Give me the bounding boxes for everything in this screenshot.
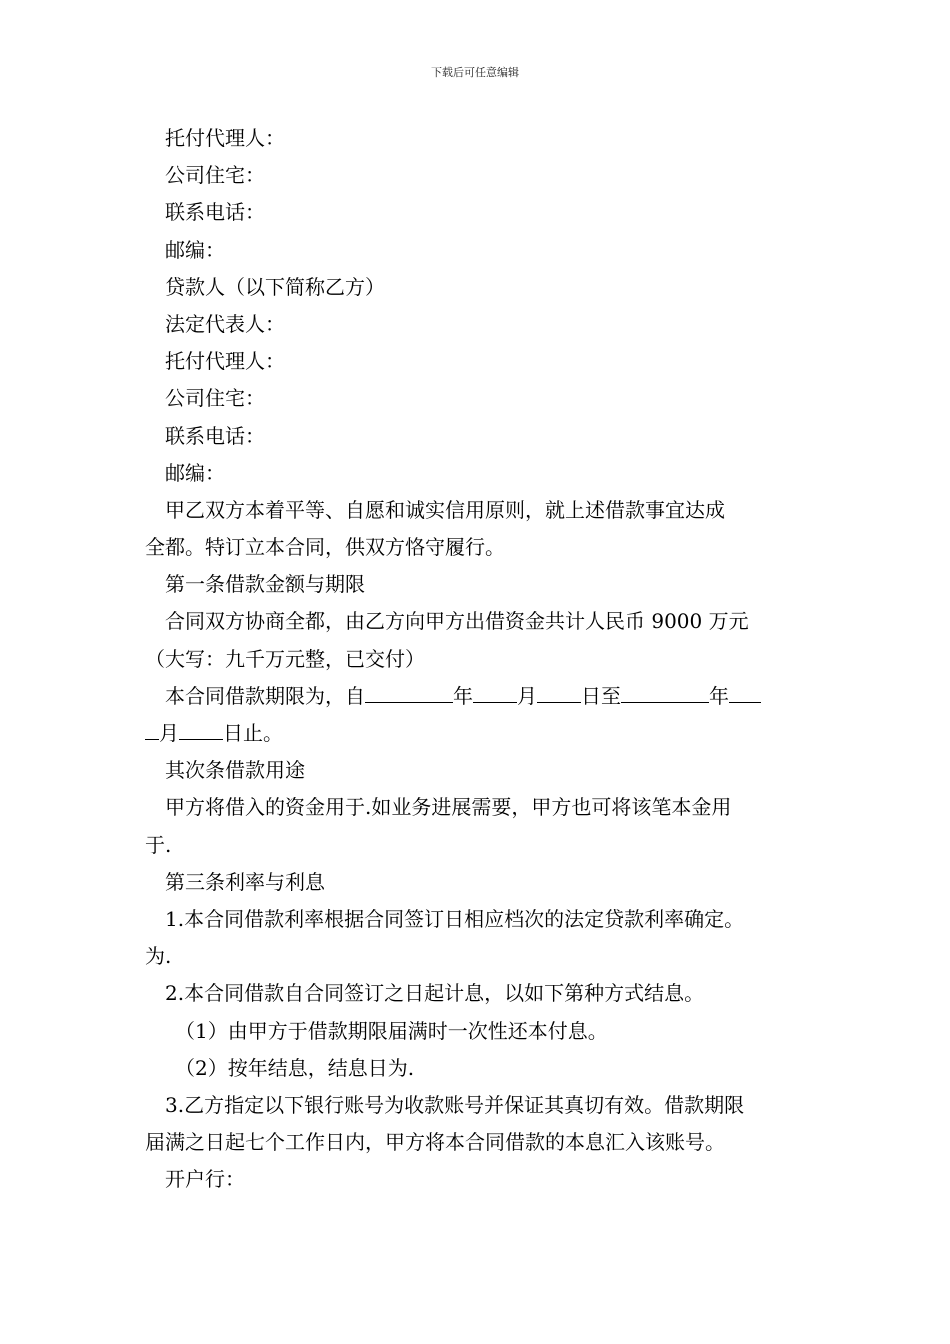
phone-label-borrower: 联系电话： [165,200,265,225]
term-prefix: 本合同借款期限为，自 [165,683,365,708]
page-header: 下载后可任意编辑 [431,66,519,79]
settlement-option-2: （2）按年结息，结息日为. [175,1055,415,1080]
agent-label-lender: 托付代理人： [165,349,285,374]
year-blank-start[interactable] [365,680,453,703]
preamble-line-1: 甲乙双方本着平等、自愿和诚实信用原则，就上述借款事宜达成 [165,497,725,522]
article-2-title: 其次条借款用途 [165,758,305,783]
amount-line-2: （大写：九千万元整，已交付） [145,646,425,671]
legal-rep-label: 法定代表人： [165,311,285,336]
amount-line-1: 合同双方协商全都，由乙方向甲方出借资金共计人民币 9000 万元 [165,609,749,634]
postcode-label-borrower: 邮编： [165,237,225,262]
day-to-label: 日至 [581,683,621,708]
rate-clause-1-line-1: 1.本合同借款利率根据合同签订日相应档次的法定贷款利率确定。 [165,906,745,931]
term-line-1 [145,678,810,715]
document-body [145,120,810,1198]
purpose-line-1: 甲方将借入的资金用于.如业务进展需要，甲方也可将该笔本金用 [165,795,732,820]
settlement-option-1: （1）由甲方于借款期限届满时一次性还本付息。 [175,1018,608,1043]
month-blank-end-part2[interactable] [145,717,159,740]
year-blank-end[interactable] [621,680,709,703]
article-3-title: 第三条利率与利息 [165,869,325,894]
month-label: 月 [517,683,537,708]
address-label-borrower: 公司住宅： [165,163,265,188]
postcode-label-lender: 邮编： [165,460,225,485]
rate-clause-3-line-1: 3.乙方指定以下银行账号为收款账号并保证其真切有效。借款期限 [165,1092,745,1117]
month-blank-start[interactable] [473,680,517,703]
rate-clause-3-line-2: 届满之日起七个工作日内，甲方将本合同借款的本息汇入该账号。 [145,1130,725,1155]
phone-label-lender: 联系电话： [165,423,265,448]
term-line-2 [145,715,810,752]
rate-clause-2: 2.本合同借款自合同签订之日起计息，以如下第种方式结息。 [165,981,705,1006]
bank-label: 开户行： [165,1167,245,1192]
month-blank-end-part1[interactable] [729,680,761,703]
year-label-end: 年 [709,683,729,708]
day-blank-start[interactable] [537,680,581,703]
agent-label-borrower: 托付代理人： [165,126,285,150]
address-label-lender: 公司住宅： [165,386,265,411]
year-label: 年 [453,683,473,708]
purpose-line-2: 于. [145,832,172,857]
lender-heading: 贷款人（以下简称乙方） [165,274,385,299]
rate-clause-1-line-2: 为. [145,944,172,969]
term-end-label: 日止。 [223,721,283,745]
preamble-line-2: 全都。特订立本合同，供双方恪守履行。 [145,535,505,560]
month-label-end: 月 [159,721,179,745]
article-1-title: 第一条借款金额与期限 [165,572,365,597]
day-blank-end[interactable] [179,717,223,740]
